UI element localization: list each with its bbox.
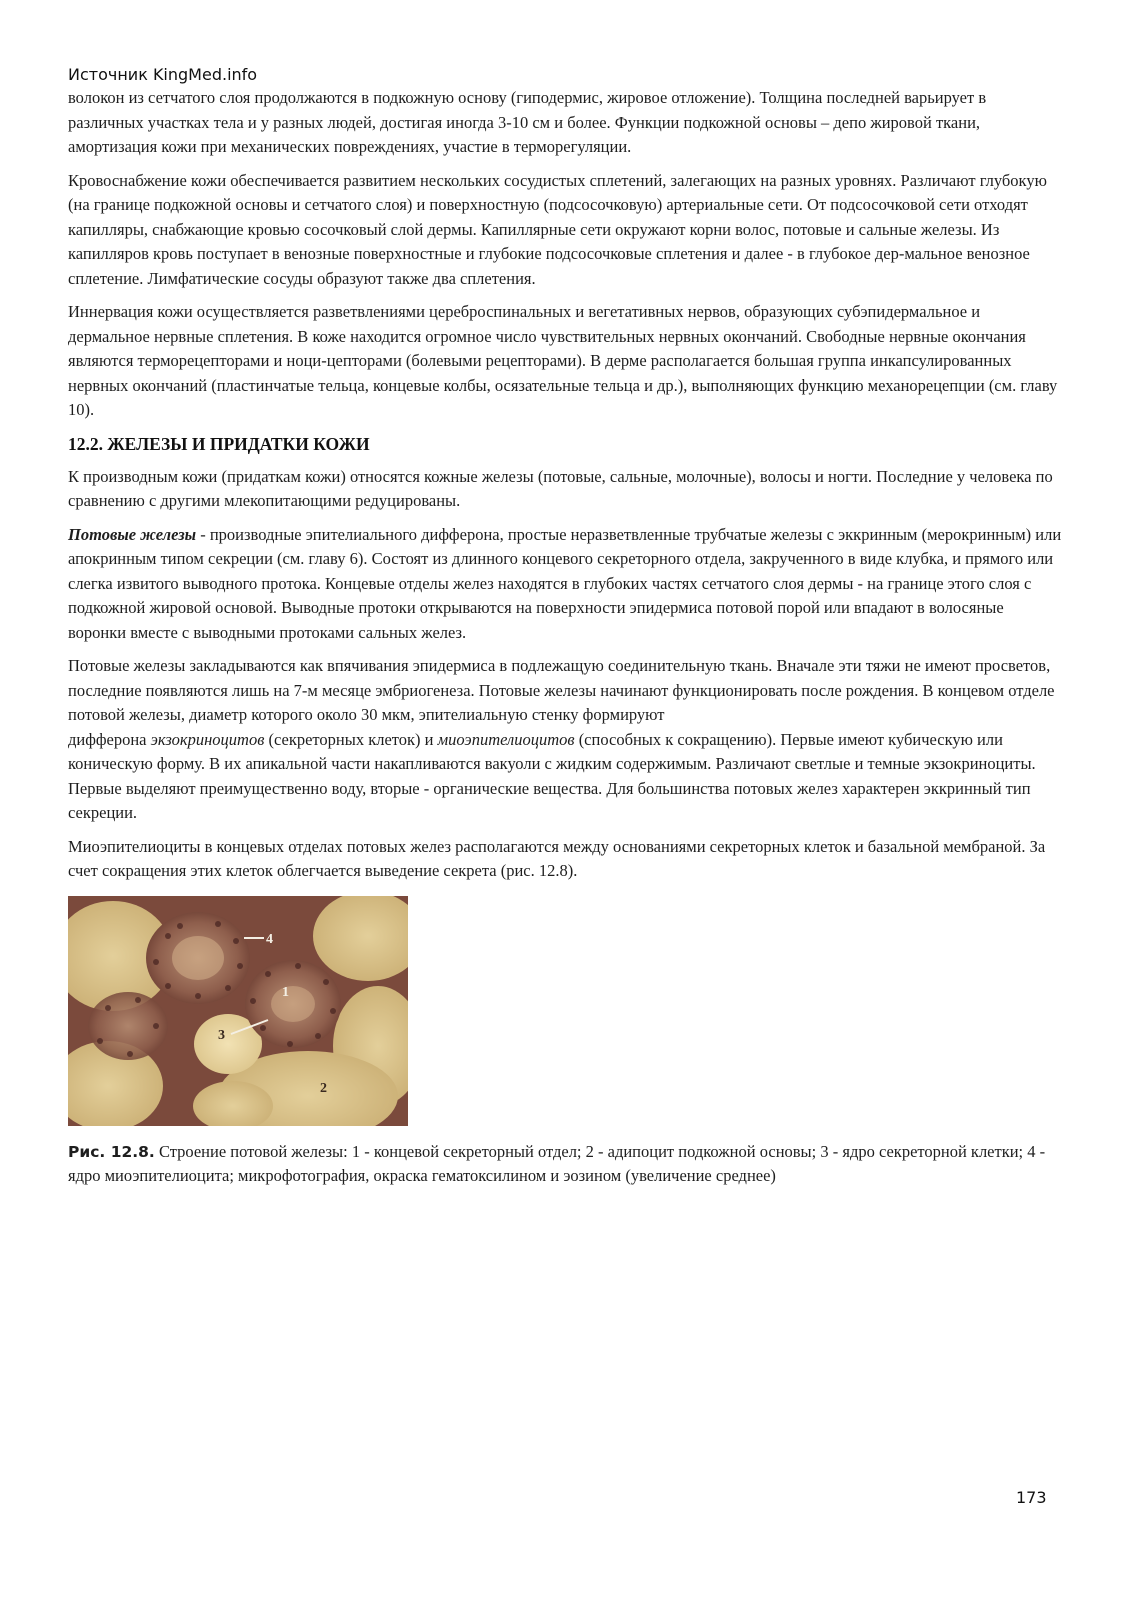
development-text-c: (секреторных клеток) и <box>264 729 438 749</box>
figure-label-3: 3 <box>218 1027 225 1043</box>
paragraph-skin-derivatives: К производным кожи (придаткам кожи) относятся кожные железы (потовые, сальные, молочные), волосы и ногти. Последние у человека по сравнению с другими млекопитающими редуцированы. <box>68 466 1053 510</box>
paragraph-development <box>68 654 1064 826</box>
paragraph-myoepitheliocytes: Миоэпителиоциты в концевых отделах потовых желез располагаются между основаниями секреторных клеток и базальной мембраной. За счет сокращения этих клеток облегчается выведение секрета (рис. 12.8). <box>68 836 1046 880</box>
paragraph-blood-supply: Кровоснабжение кожи обеспечивается развитием нескольких сосудистых сплетений, залегающих на разных уровнях. Различают глубокую (на границе подкожной основы и сетчатого слоя) и поверхностную (подсосочковую) артериальные сети. От подсосочковой сети отходят капилляры, снабжающие кровью сосочковый слой дермы. Капиллярные сети окружают корни волос, потовые и сальные железы. Из капилляров кровь поступает в венозные поверхностные и глубокие подсосочковые сплетения и далее - в глубокое дер-мальное венозное сплетение. Лимфатические сосуды образуют также два сплетения. <box>68 170 1047 288</box>
sweat-glands-text: - производные эпителиального дифферона, простые неразветвленные трубчатые железы с эккринным (мерокринным) или апокринным типом секреции (см. главу 6). Состоят из длинного концевого секреторного отдела, закрученного в виде клубка, и прямого или слегка извитого выводного протока. Концевые отделы желез находятся в глубоких частях сетчатого слоя дермы - на границе этого слоя с подкожной жировой основой. Выводные протоки открываются на поверхности эпидермиса потовой порой или впадают в волосяные воронки вместе с выводными протоками сальных желез. <box>68 524 1062 642</box>
term-sweat-glands: Потовые железы <box>68 524 197 544</box>
document-page <box>68 64 1064 1188</box>
development-text-a: Потовые железы закладываются как впячивания эпидермиса в подлежащую соединительную ткань. Вначале эти тяжи не имеют просветов, последние появляются лишь на 7-м месяце эмбриогенеза. Потовые железы начинают функционировать после рождения. В концевом отделе потовой железы, диаметр которого около 30 мкм, эпителиальную стенку формируют <box>68 656 1055 724</box>
figure-label-1: 1 <box>282 984 289 1000</box>
source-header: Источник KingMed.info <box>68 65 258 84</box>
figure-label-2: 2 <box>320 1080 327 1096</box>
development-text-d: (способных к сокращению). Первые имеют кубическую или коническую форму. В их апикальной части накапливаются вакуоли с жидким содержимым. Различают светлые и темные экзокриноциты. Первые выделяют преимущественно воду, вторые - органические вещества. Для большинства потовых желез характерен эккринный тип секреции. <box>68 729 1036 822</box>
figure-caption <box>68 1140 1064 1188</box>
paragraph-subcutis: волокон из сетчатого слоя продолжаются в подкожную основу (гиподермис, жировое отложение). Толщина последней варьирует в различных участках тела и у разных людей, достигая иногда 3-10 см и более. Функции подкожной основы – депо жировой ткани, амортизация кожи при механических повреждениях, участие в терморегуляции. <box>68 88 987 156</box>
micrograph-image <box>68 896 408 1126</box>
term-exocrinocytes: экзокриноцитов <box>150 729 265 749</box>
page-number: 173 <box>1016 1488 1047 1507</box>
paragraph-sweat-glands <box>68 523 1064 646</box>
caption-label: Рис. 12.8. <box>68 1142 155 1161</box>
section-heading: 12.2. ЖЕЛЕЗЫ И ПРИДАТКИ КОЖИ <box>68 433 370 454</box>
term-myoepitheliocytes: миоэпителиоцитов <box>437 729 575 749</box>
caption-text: Строение потовой железы: 1 - концевой секреторный отдел; 2 - адипоцит подкожной основы; 3 - ядро секреторной клетки; 4 - ядро миоэпителиоцита; микрофотография, окраска гематоксилином и эозином (увеличение среднее) <box>68 1141 1046 1185</box>
development-text-b: дифферона <box>68 729 151 749</box>
figure-label-4: 4 <box>266 931 273 947</box>
micrograph-figure <box>68 896 408 1126</box>
paragraph-innervation: Иннервация кожи осуществляется разветвлениями цереброспинальных и вегетативных нервов, образующих субэпидермальное и дермальное нервные сплетения. В коже находится огромное число чувствительных нервных окончаний. Свободные нервные окончания являются терморецепторами и ноци-цепторами (болевыми рецепторами). В дерме располагается большая группа инкапсулированных нервных окончаний (пластинчатые тельца, концевые колбы, осязательные тельца и др.), выполняющих функцию механорецепции (см. главу 10). <box>68 302 1058 419</box>
